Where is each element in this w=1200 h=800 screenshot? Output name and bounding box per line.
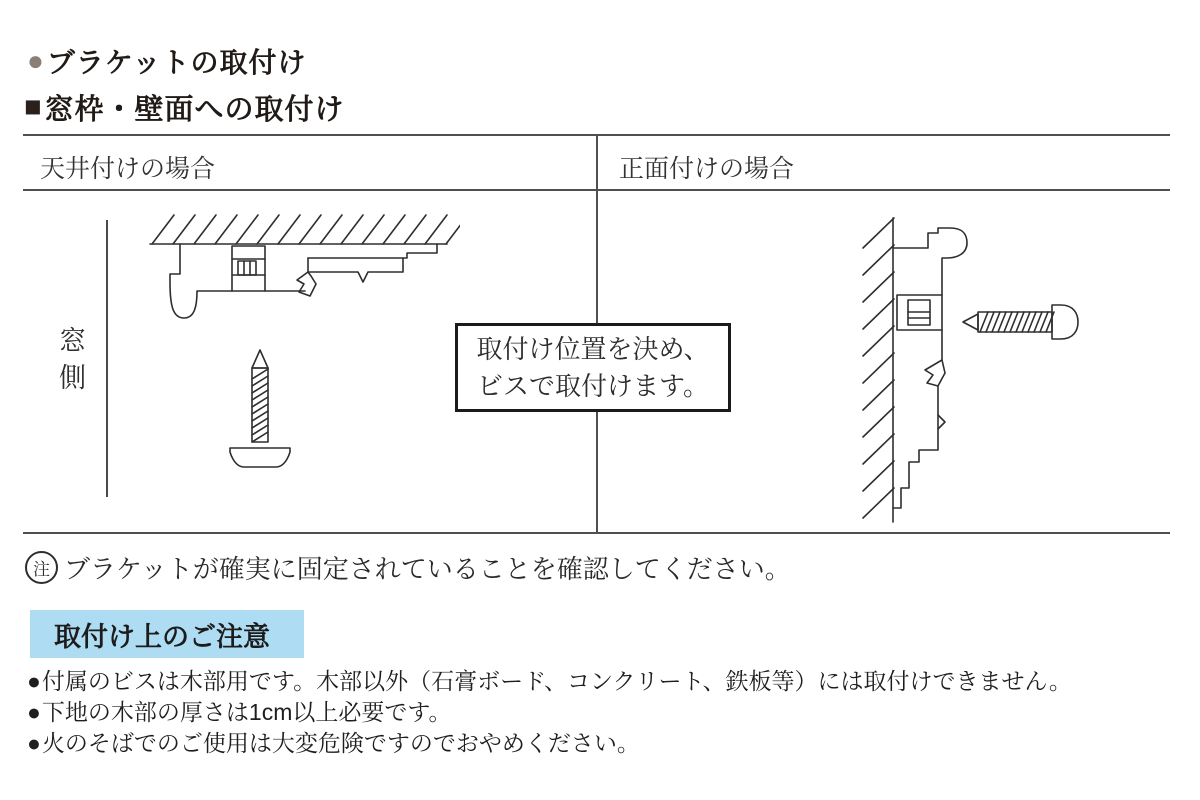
- table-header-front-mount: 正面付けの場合: [619, 155, 795, 183]
- caution-item-text: 火のそばでのご使用は大変危険ですのでおやめください。: [41, 730, 640, 756]
- screw-icon: [230, 350, 290, 467]
- bracket-top-hook: [893, 228, 967, 295]
- bracket-right-arm: [308, 244, 437, 258]
- window-side-label: [59, 323, 86, 397]
- callout-line-2: ビスで取付けます。: [477, 370, 709, 401]
- section-title-row: [27, 41, 307, 81]
- subsection-title-row: [24, 87, 345, 128]
- window-side-char-2: 側: [59, 363, 86, 393]
- wall-hatch: [863, 218, 894, 518]
- bracket-screw-box: [897, 295, 942, 330]
- ceiling-mount-diagram: [140, 205, 460, 475]
- bullet-icon: ●: [27, 730, 41, 756]
- screw-icon: [963, 305, 1078, 339]
- window-side-rule: [106, 220, 108, 497]
- caution-item-text: 付属のビスは木部用です。木部以外（石膏ボード、コンクリート、鉄板等）には取付けできません。: [41, 668, 1072, 694]
- square-bullet-icon: ■: [24, 91, 43, 123]
- window-side-char-1: 窓: [59, 326, 86, 356]
- caution-item-text: 下地の木部の厚さは1cm以上必要です。: [41, 699, 452, 725]
- bracket-lower-edge: [893, 386, 938, 508]
- bracket-mid-hook: [925, 330, 945, 386]
- caution-item: [27, 666, 1072, 697]
- note-row: [25, 549, 791, 586]
- subsection-title: 窓枠・壁面への取付け: [44, 94, 345, 126]
- section-title: ブラケットの取付け: [46, 47, 307, 78]
- note-text: ブラケットが確実に固定されていることを確認してください。: [64, 554, 791, 584]
- callout-line-1: 取付け位置を決め、: [476, 333, 710, 364]
- caution-heading: 取付け上のご注意: [30, 610, 304, 658]
- bracket-tab: [938, 415, 945, 429]
- bracket-screw-box: [232, 246, 265, 291]
- bracket-left-arm: [170, 244, 232, 318]
- table-header-ceiling-mount: 天井付けの場合: [40, 155, 216, 183]
- callout-box: [455, 323, 731, 412]
- note-circle-icon: 注: [25, 551, 58, 584]
- caution-list: [27, 666, 1072, 759]
- circle-bullet-icon: ●: [27, 45, 45, 76]
- bullet-icon: ●: [27, 699, 41, 725]
- caution-item: [27, 728, 1072, 759]
- ceiling-hatch: [152, 215, 460, 244]
- front-mount-diagram: [855, 210, 1100, 530]
- caution-item: [27, 697, 1072, 728]
- bracket-catch: [297, 272, 316, 296]
- bullet-icon: ●: [27, 668, 41, 694]
